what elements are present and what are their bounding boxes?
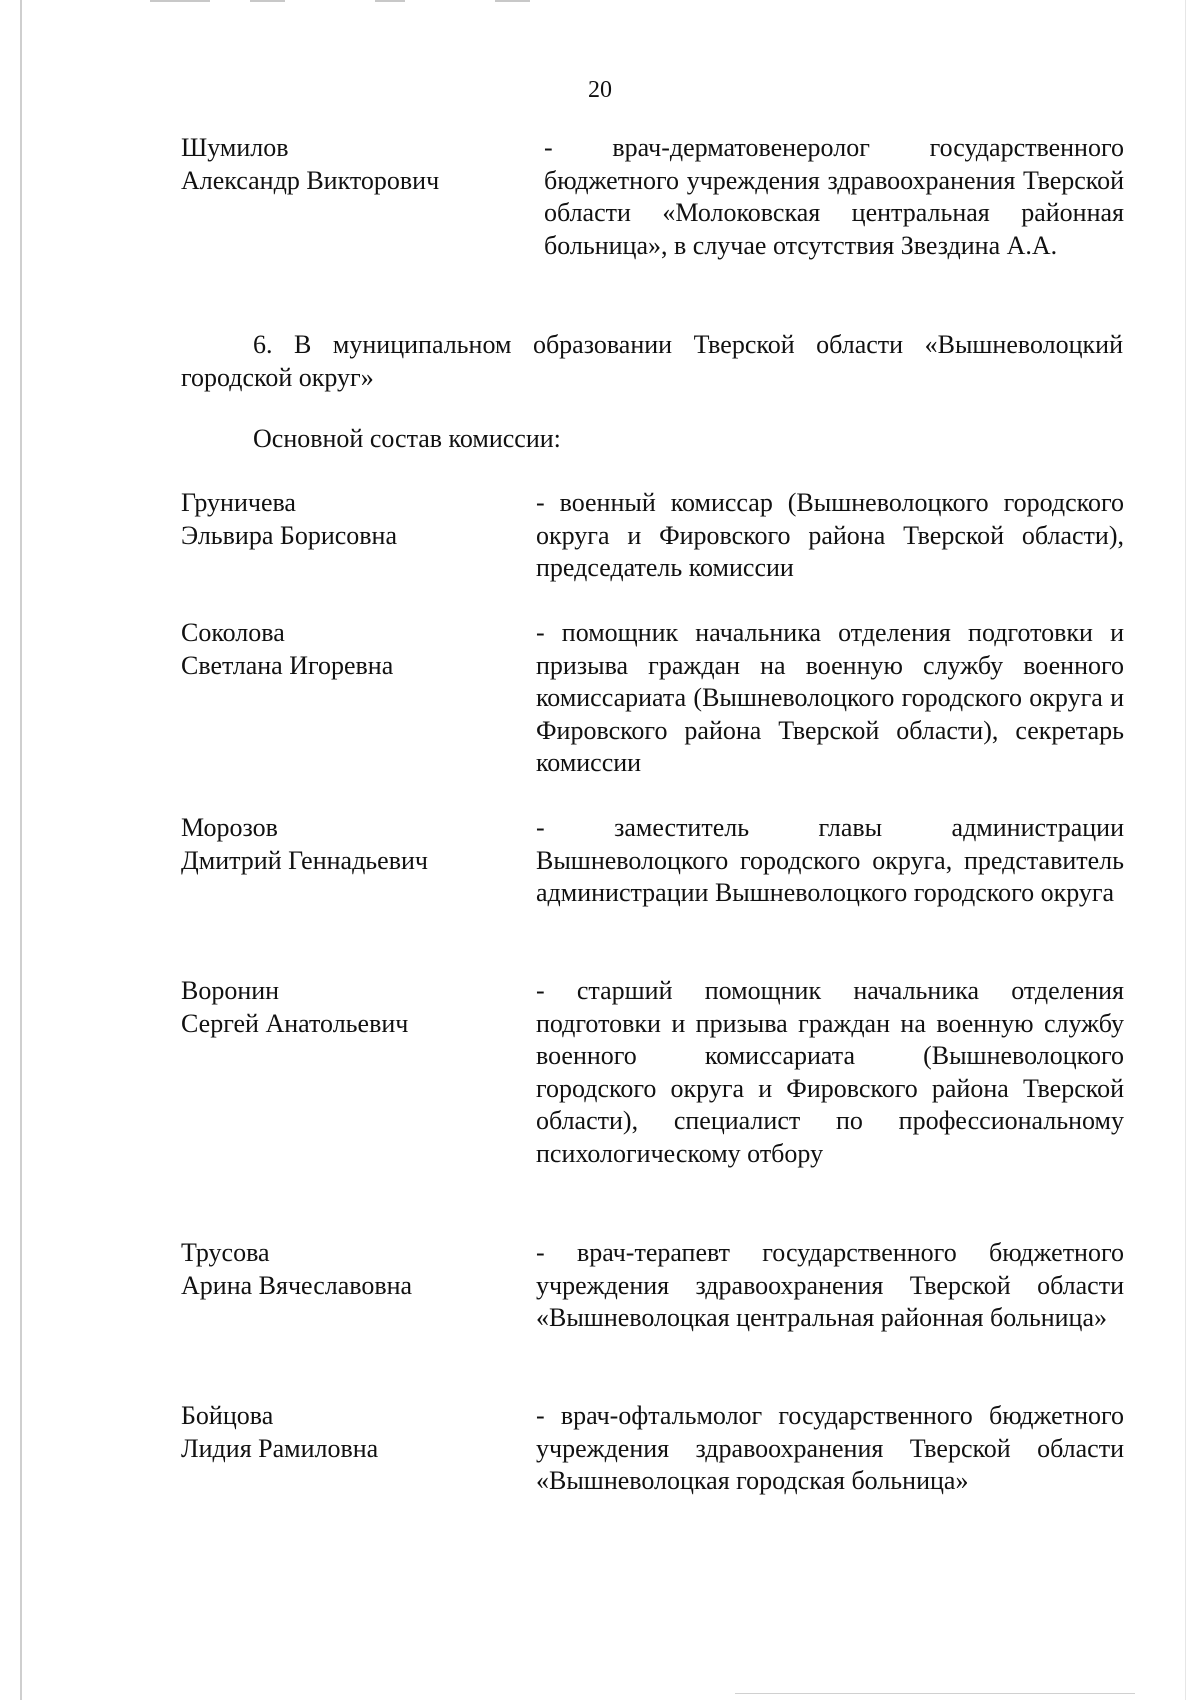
member-name (181, 1400, 501, 1465)
member-given-names: Лидия Рамиловна (181, 1433, 379, 1463)
member-role: - врач-офтальмолог государственного бюджетного учреждения здравоохранения Тверской области «Вышневолоцкая городская больница» (536, 1401, 1124, 1495)
scan-mark-bottom (735, 1693, 1135, 1694)
member-surname: Морозов (181, 813, 278, 842)
section-heading: 6. В муниципальном образовании Тверской области «Вышневолоцкий городской округ» (181, 330, 1123, 392)
member-surname: Груничева (181, 488, 296, 517)
member-role: - старший помощник начальника отделения подготовки и призыва граждан на военную службу военного комиссариата (Вышневолоцкого городского округа и Фировского района Тверской области), специалист по профессиональному психологическому отбору (536, 976, 1124, 1168)
member-surname: Соколова (181, 618, 285, 647)
member-name (181, 487, 501, 552)
scan-edge-right (1185, 0, 1186, 1700)
scan-mark-top (375, 0, 405, 2)
member-given-names: Эльвира Борисовна (181, 520, 397, 550)
scan-mark-top (250, 0, 285, 2)
member-name (181, 132, 501, 197)
section-subheading: Основной состав комиссии: (253, 424, 561, 453)
member-surname: Воронин (181, 976, 280, 1005)
member-surname: Шумилов (181, 133, 289, 162)
page-number: 20 (588, 77, 612, 103)
member-name (181, 812, 501, 877)
member-given-names: Светлана Игоревна (181, 650, 394, 680)
scan-edge-left (20, 0, 22, 1700)
member-name (181, 1237, 501, 1302)
member-name (181, 617, 501, 682)
member-role: - врач-терапевт государственного бюджетного учреждения здравоохранения Тверской области «Вышневолоцкая центральная районная больница» (536, 1238, 1124, 1332)
member-given-names: Арина Вячеславовна (181, 1270, 413, 1300)
member-role: - военный комиссар (Вышневолоцкого городского округа и Фировского района Тверской области), председатель комиссии (536, 488, 1124, 582)
member-given-names: Дмитрий Геннадьевич (181, 845, 428, 875)
scan-mark-top (495, 0, 530, 2)
member-given-names: Сергей Анатольевич (181, 1008, 409, 1038)
member-surname: Трусова (181, 1238, 270, 1267)
member-name (181, 975, 501, 1040)
member-role: - заместитель главы администрации Вышневолоцкого городского округа, представитель администрации Вышневолоцкого городского округа (536, 813, 1124, 907)
member-role: - помощник начальника отделения подготовки и призыва граждан на военную службу военного комиссариата (Вышневолоцкого городского округа и Фировского района Тверской области), секретарь комиссии (536, 618, 1124, 777)
member-given-names: Александр Викторович (181, 165, 440, 195)
scan-mark-top (150, 0, 210, 2)
member-surname: Бойцова (181, 1401, 274, 1430)
member-role: - врач-дерматовенеролог государственного бюджетного учреждения здравоохранения Тверской области «Молоковская центральная районная больница», в случае отсутствия Звездина А.А. (544, 133, 1124, 260)
